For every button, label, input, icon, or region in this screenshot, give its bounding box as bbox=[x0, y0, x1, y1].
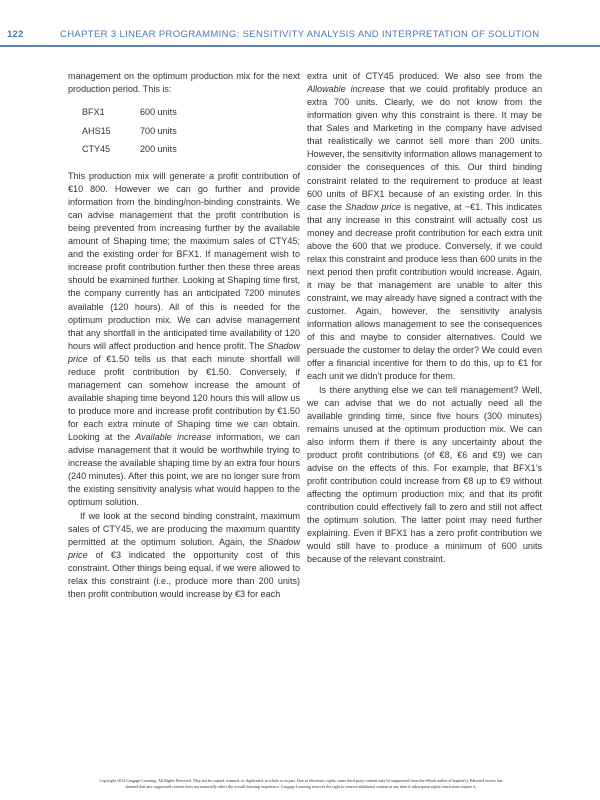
page-header bbox=[0, 0, 600, 46]
product-name: BFX1 bbox=[82, 107, 105, 118]
product-quantity: 200 units bbox=[140, 144, 177, 155]
text-run: If we look at the second binding constraint, maximum sales of CTY45, we are producing the maximum quantity permitted at the optimum solution. Again, the bbox=[68, 510, 300, 547]
product-name: AHS15 bbox=[82, 125, 111, 136]
copyright-line: Copyright 2014 Cengage Learning. All Rights Reserved. May not be copied, scanned, or duplicated, in whole or in part. Due to electronic rights, some third party content may be suppressed from the eBook and/or eChapter(s). Editorial review has bbox=[99, 778, 503, 783]
product-quantity: 600 units bbox=[140, 107, 177, 118]
text-run: is negative, at −€1. This indicates that any increase in this constraint will actually cost us money and decrease profit contribution for each extra unit above the 600 that we produce. Conversely, if we could relax this constraint and produce less than 600 units in the next period then profit contribution would increase. Again, it may be that management are unable to alter this constraint, we may already have signed a contract with the customer. Again, however, the sensitivity analysis information allows management to see the consequences of this and maybe to consider alternatives. Could we persuade the customer to delay the order? We could even offer a financial incentive for them to do this, up to €1 for each unit we didn’t produce for them. bbox=[307, 201, 542, 382]
page-number: 122 bbox=[7, 29, 24, 40]
text-run: information, we can advise management that it would be worthwhile trying to increase the available shaping time by an extra four hours (240 minutes). After this point, we are no longer sure from the existing sensitivity analysis what would happen to the optimum solution. bbox=[68, 432, 300, 508]
emphasis-text: Shadow price bbox=[68, 536, 300, 560]
emphasis-text: Shadow price bbox=[68, 340, 300, 364]
header-rule bbox=[0, 45, 600, 47]
list-item bbox=[82, 143, 300, 162]
body-paragraph: Is there anything else we can tell management? Well, we can advise that we do not actually need all the available grinding time, since five hours (300 minutes) remains unused at the optimum production mix. We can also inform them if there is any uncertainty about the product profit contributions (of €8, €6 and €9) we can advise on the effects of this. For example, that BFX1’s profit contribution could increase from €8 up to €9 without affecting the optimum production mix; and that its profit contribution could effectively fall to zero and still not affect the optimum solution. The latter point may need further explaining. Even if BFX1 has a zero profit contribution we would still have to produce a minimum of 600 units because of the relevant constraint. bbox=[307, 384, 542, 565]
list-item bbox=[82, 125, 300, 144]
text-run: extra unit of CTY45 produced. We also see from the bbox=[307, 71, 542, 81]
copyright-footer bbox=[10, 778, 592, 790]
emphasis-text: Shadow price bbox=[345, 201, 401, 212]
body-paragraph bbox=[68, 510, 300, 601]
left-column bbox=[68, 70, 300, 601]
body-paragraph bbox=[307, 70, 542, 384]
emphasis-text: Allowable increase bbox=[307, 84, 385, 95]
production-mix-list bbox=[82, 106, 300, 162]
copyright-line: deemed that any suppressed content does not materially affect the overall learning experience. Cengage Learning reserves the right to remove additional content at any time if subsequent rights restrictions require it. bbox=[125, 784, 477, 789]
text-run: that we could profitably produce an extra 700 units. Clearly, we do not know from the information given why this constraint is there. It may be that Sales and Marketing in the company have advised that realistically we cannot sell more than 200 units. However, the sensitivity information allows management to consider the consequences of this. Our third binding constraint related to the requirement to produce at least 600 units of BFX1 because of an existing order. In this case the bbox=[307, 84, 542, 212]
text-run: This production mix will generate a profit contribution of €10 800. However we can go further and provide information from the binding/non-binding constraints. We can advise management that the profit contribution is being prevented from increasing further by the available amount of Shaping time; the maximum sales of CTY45; and the existing order for BFX1. If management wish to increase profit contribution further then these three areas should be examined further. Looking at Shaping time first, the company currently has an anticipated 7200 minutes available (120 hours). All of this is needed for the optimum production mix. We can advise management that any shortfall in the anticipated time availability of 120 hours will affect production and hence profit. The bbox=[68, 170, 300, 351]
intro-paragraph: management on the optimum production mix for the next production period. This is: bbox=[68, 71, 300, 95]
body-paragraph bbox=[68, 170, 300, 510]
running-head: CHAPTER 3 LINEAR PROGRAMMING: SENSITIVITY ANALYSIS AND INTERPRETATION OF SOLUTION bbox=[60, 29, 540, 40]
product-name: CTY45 bbox=[82, 144, 111, 155]
text-run: of €3 indicated the opportunity cost of this constraint. Other things being equal, if we were allowed to relax this constraint (i.e., produce more than 200 units) then profit contribution would increase by €3 for each bbox=[68, 549, 300, 599]
right-column bbox=[307, 70, 542, 566]
text-run: of €1.50 tells us that each minute shortfall will reduce profit contribution by €1.50. Conversely, if management can somehow increase the amount of available shaping time beyond 120 hours this will allow us to produce more and increase profit contribution by €1.50 for each extra minute of Shaping time we can obtain. Looking at the bbox=[68, 353, 300, 443]
emphasis-text: Available increase bbox=[135, 432, 212, 443]
product-quantity: 700 units bbox=[140, 125, 177, 136]
list-item bbox=[82, 106, 300, 125]
